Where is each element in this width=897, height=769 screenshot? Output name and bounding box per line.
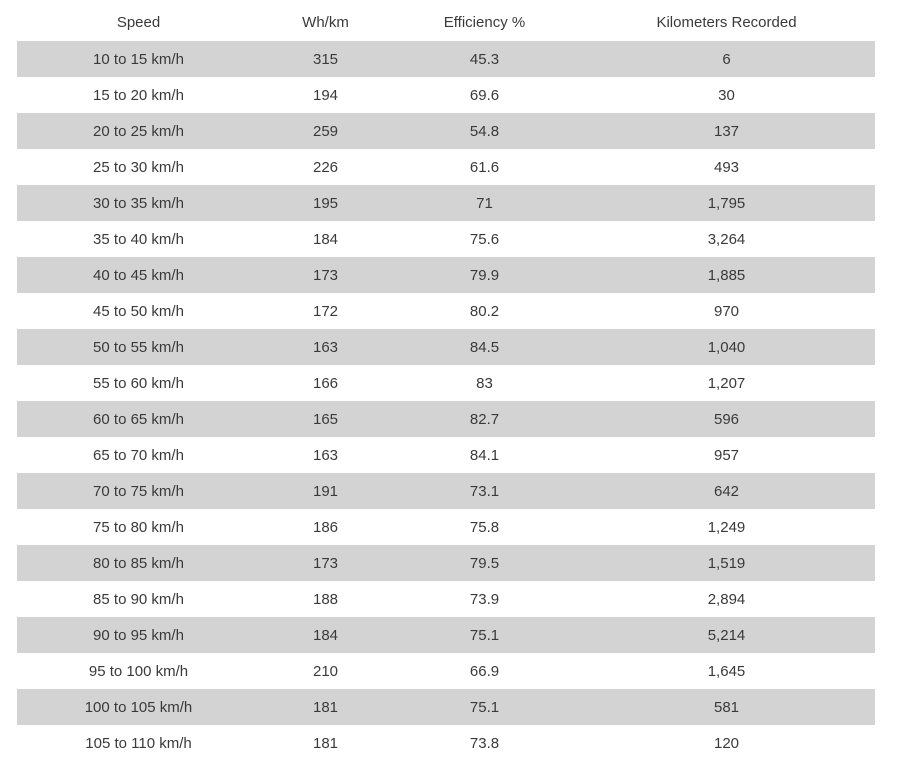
column-header-wh-per-km: Wh/km (302, 14, 349, 31)
wh-per-km-cell: 195 (312, 194, 339, 212)
wh-per-km-cell: 194 (312, 86, 339, 104)
table-row (17, 617, 875, 653)
kilometers-recorded-cell: 1,645 (707, 662, 746, 680)
speed-cell: 100 to 105 km/h (84, 698, 193, 716)
speed-cell: 85 to 90 km/h (93, 590, 184, 608)
table-row (17, 185, 875, 221)
speed-cell: 25 to 30 km/h (93, 158, 184, 176)
wh-per-km-cell: 173 (312, 554, 339, 572)
table-row (17, 257, 875, 293)
wh-per-km-cell: 226 (312, 158, 339, 176)
wh-per-km-cell: 186 (312, 518, 339, 536)
speed-cell: 50 to 55 km/h (93, 338, 184, 356)
column-header-speed: Speed (116, 14, 161, 31)
wh-per-km-cell: 165 (312, 410, 339, 428)
kilometers-recorded-cell: 581 (713, 698, 740, 716)
wh-per-km-cell: 184 (312, 230, 339, 248)
table-row (17, 689, 875, 725)
kilometers-recorded-cell: 642 (713, 482, 740, 500)
kilometers-recorded-cell: 30 (718, 86, 735, 104)
efficiency-cell: 66.9 (469, 662, 500, 680)
speed-cell: 45 to 50 km/h (93, 302, 184, 320)
table-row (17, 149, 875, 185)
speed-cell: 80 to 85 km/h (93, 554, 184, 572)
table-row (17, 41, 875, 77)
efficiency-cell: 71 (476, 194, 493, 212)
table-row (17, 509, 875, 545)
speed-cell: 20 to 25 km/h (93, 122, 184, 140)
kilometers-recorded-cell: 596 (713, 410, 740, 428)
table-body (17, 41, 875, 761)
wh-per-km-cell: 181 (312, 734, 339, 752)
speed-cell: 65 to 70 km/h (93, 446, 184, 464)
efficiency-cell: 45.3 (469, 50, 500, 68)
wh-per-km-cell: 172 (312, 302, 339, 320)
kilometers-recorded-cell: 6 (722, 50, 731, 68)
wh-per-km-cell: 259 (312, 122, 339, 140)
efficiency-cell: 82.7 (469, 410, 500, 428)
kilometers-recorded-cell: 1,885 (707, 266, 746, 284)
table-row (17, 365, 875, 401)
wh-per-km-cell: 173 (312, 266, 339, 284)
efficiency-cell: 79.5 (469, 554, 500, 572)
efficiency-cell: 61.6 (469, 158, 500, 176)
wh-per-km-cell: 163 (312, 446, 339, 464)
table-row (17, 581, 875, 617)
column-header-kilometers-recorded: Kilometers Recorded (656, 14, 797, 31)
efficiency-cell: 54.8 (469, 122, 500, 140)
kilometers-recorded-cell: 1,519 (707, 554, 746, 572)
speed-cell: 75 to 80 km/h (93, 518, 184, 536)
kilometers-recorded-cell: 3,264 (707, 230, 746, 248)
efficiency-cell: 75.8 (469, 518, 500, 536)
speed-cell: 10 to 15 km/h (93, 50, 184, 68)
table-row (17, 473, 875, 509)
kilometers-recorded-cell: 137 (713, 122, 740, 140)
wh-per-km-cell: 184 (312, 626, 339, 644)
kilometers-recorded-cell: 970 (713, 302, 740, 320)
kilometers-recorded-cell: 1,249 (707, 518, 746, 536)
table-row (17, 401, 875, 437)
kilometers-recorded-cell: 1,040 (707, 338, 746, 356)
speed-cell: 55 to 60 km/h (93, 374, 184, 392)
speed-cell: 30 to 35 km/h (93, 194, 184, 212)
speed-cell: 105 to 110 km/h (85, 734, 192, 752)
kilometers-recorded-cell: 957 (713, 446, 740, 464)
wh-per-km-cell: 163 (312, 338, 339, 356)
wh-per-km-cell: 166 (312, 374, 339, 392)
speed-cell: 90 to 95 km/h (93, 626, 184, 644)
table-row (17, 437, 875, 473)
speed-cell: 40 to 45 km/h (93, 266, 184, 284)
wh-per-km-cell: 188 (312, 590, 339, 608)
kilometers-recorded-cell: 1,207 (707, 374, 746, 392)
efficiency-cell: 73.9 (469, 590, 500, 608)
table-row (17, 725, 875, 761)
efficiency-cell: 79.9 (469, 266, 500, 284)
wh-per-km-cell: 181 (312, 698, 339, 716)
table-row (17, 113, 875, 149)
efficiency-cell: 75.6 (469, 230, 500, 248)
wh-per-km-cell: 315 (312, 50, 339, 68)
speed-cell: 60 to 65 km/h (93, 410, 184, 428)
efficiency-cell: 69.6 (469, 86, 500, 104)
kilometers-recorded-cell: 2,894 (707, 590, 746, 608)
efficiency-cell: 75.1 (469, 626, 500, 644)
wh-per-km-cell: 210 (312, 662, 339, 680)
table-row (17, 653, 875, 689)
table-row (17, 221, 875, 257)
speed-cell: 35 to 40 km/h (93, 230, 184, 248)
speed-cell: 70 to 75 km/h (93, 482, 184, 500)
wh-per-km-cell: 191 (312, 482, 339, 500)
column-header-efficiency: Efficiency % (443, 14, 526, 31)
kilometers-recorded-cell: 120 (713, 734, 740, 752)
efficiency-cell: 80.2 (469, 302, 500, 320)
kilometers-recorded-cell: 5,214 (707, 626, 746, 644)
table-row (17, 329, 875, 365)
efficiency-cell: 83 (476, 374, 493, 392)
table-row (17, 293, 875, 329)
efficiency-table (17, 4, 875, 761)
efficiency-cell: 75.1 (469, 698, 500, 716)
efficiency-cell: 84.1 (469, 446, 500, 464)
kilometers-recorded-cell: 1,795 (707, 194, 746, 212)
table-row (17, 545, 875, 581)
efficiency-cell: 73.1 (469, 482, 500, 500)
efficiency-cell: 73.8 (469, 734, 500, 752)
table-header-row (17, 4, 875, 41)
speed-cell: 15 to 20 km/h (93, 86, 184, 104)
kilometers-recorded-cell: 493 (713, 158, 740, 176)
table-row (17, 77, 875, 113)
speed-cell: 95 to 100 km/h (88, 662, 189, 680)
efficiency-cell: 84.5 (469, 338, 500, 356)
